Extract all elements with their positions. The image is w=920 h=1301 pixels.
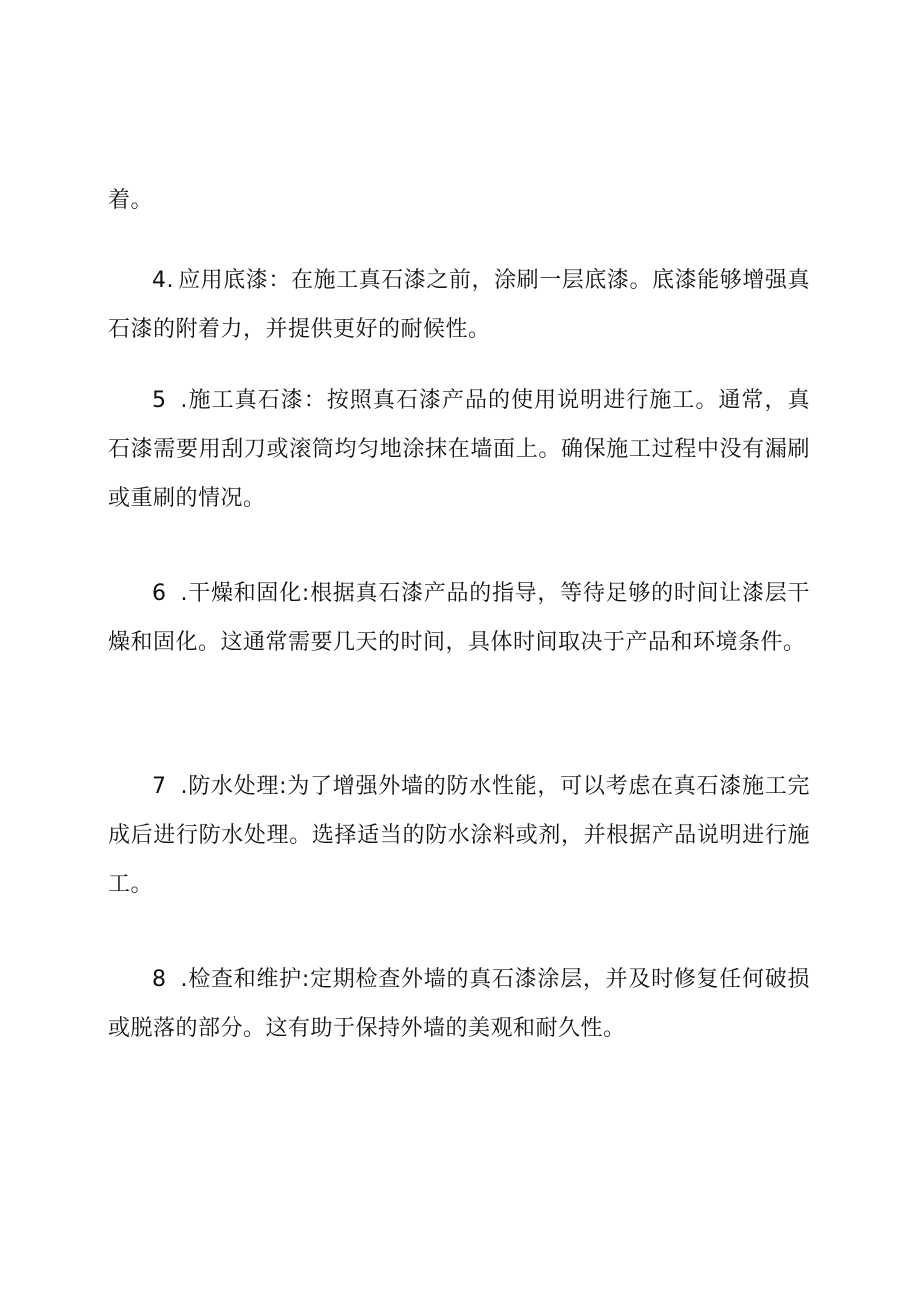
step-number: 6 xyxy=(152,581,167,606)
paragraph-step-4 xyxy=(108,256,810,354)
step-body: 为了增强外墙的防水性能，可以考虑在真石漆施工完成后进行防水处理。选择适当的防水涂料或剂，并根据产品说明进行施工。 xyxy=(108,774,810,897)
paragraph-step-7 xyxy=(108,762,810,909)
step-heading: 应用底漆： xyxy=(178,268,291,293)
step-body: 在施工真石漆之前，涂刷一层底漆。底漆能够增强真石漆的附着力，并提供更好的耐候性。 xyxy=(108,268,810,342)
step-number: 5 xyxy=(152,388,167,413)
continuation-line: 着。 xyxy=(108,188,154,213)
paragraph-step-8 xyxy=(108,955,810,1053)
step-body: 按照真石漆产品的使用说明进行施工。通常，真石漆需要用刮刀或滚筒均匀地涂抹在墙面上。确保施工过程中没有漏刷或重刷的情况。 xyxy=(108,388,810,511)
step-body: 根据真石漆产品的指导，等待足够的时间让漆层干燥和固化。这通常需要几天的时间，具体时间取决于产品和环境条件。 xyxy=(108,581,810,655)
step-number: 4. xyxy=(152,268,174,293)
step-body: 定期检查外墙的真石漆涂层，并及时修复任何破损或脱落的部分。这有助于保持外墙的美观和耐久性。 xyxy=(108,967,810,1041)
step-heading: .干燥和固化: xyxy=(180,581,310,606)
paragraph-step-5 xyxy=(108,376,810,523)
continuation-text xyxy=(108,176,810,225)
step-heading: .防水处理: xyxy=(180,774,288,799)
step-heading: .施工真石漆： xyxy=(180,388,327,413)
step-heading: .检查和维护: xyxy=(180,967,310,992)
paragraph-step-6 xyxy=(108,569,810,667)
step-number: 8 xyxy=(152,967,167,992)
step-number: 7 xyxy=(152,774,167,799)
